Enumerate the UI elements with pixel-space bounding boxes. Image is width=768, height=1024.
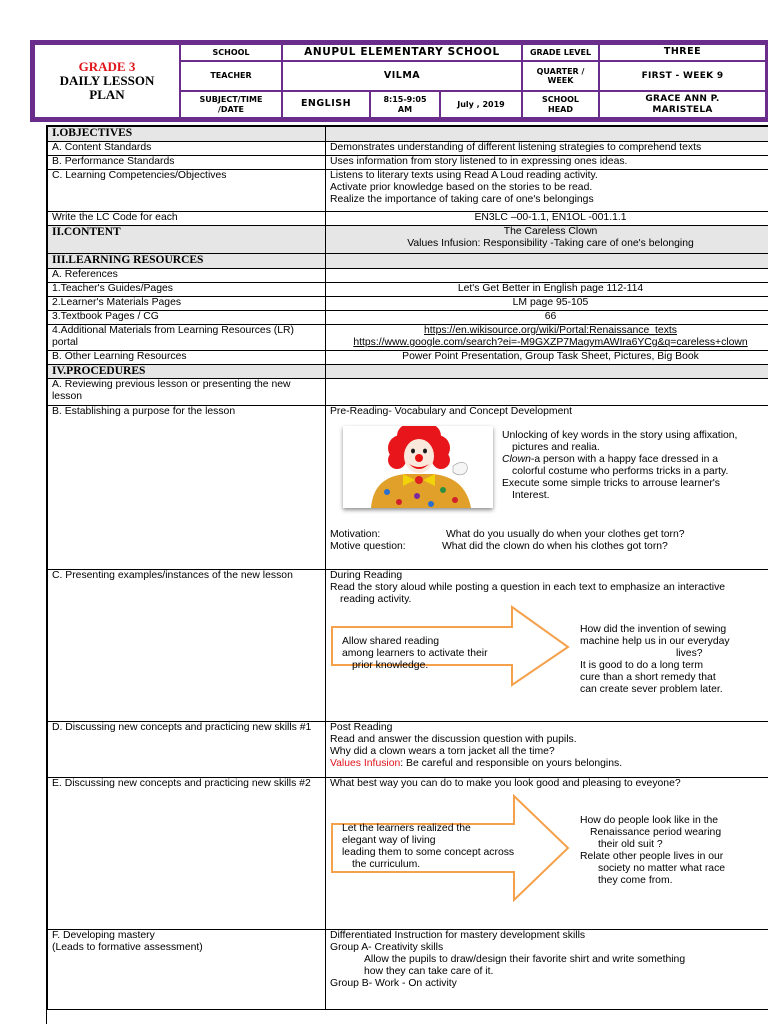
lesson-plan-header	[30, 40, 768, 122]
other-resources-value: Power Point Presentation, Group Task Sheet, Pictures, Big Book	[326, 351, 768, 365]
group-b-label: Group B- Work - On activity	[330, 978, 457, 989]
discussing-1-cell: Post Reading Read and answer the discussion question with pupils. Why did a clown wears a torn jacket all the time? Values Infusion: Be careful and responsible on yours belongins.	[326, 722, 768, 778]
plan-title-cell	[34, 44, 180, 118]
motivation-block	[330, 529, 768, 553]
content-standards-label: A. Content Standards	[48, 142, 326, 156]
motive-question-label: Motive question:	[330, 541, 406, 552]
lr-portal-link-1[interactable]: https://en.wikisource.org/wiki/Portal:Renaissance_texts	[424, 325, 677, 336]
lc-code-label: Write the LC Code for each	[48, 212, 326, 226]
textbook-pages-label: 3.Textbook Pages / CG	[48, 311, 326, 325]
purpose-cell	[326, 406, 768, 570]
discussing-2-cell: What best way you can do to make you look good and pleasing to eveyone? Let the learners realized the elegant way of living leading them to some concept across the curriculum. How do people look like in the Renaissance period wearing their old suit ? Relate other people lives in our society no matter what race they come from.	[326, 778, 768, 930]
values-infusion-label: Values Infusion	[330, 758, 401, 769]
developing-mastery-cell: Differentiated Instruction for mastery development skills Group A- Creativity skills Allow the pupils to draw/design their favorite shirt and write something how they can take care of it. Group B- Work - On activity	[326, 930, 768, 1010]
teacher-label: TEACHER	[180, 61, 282, 91]
subject-label: SUBJECT/TIME /DATE	[180, 91, 282, 118]
motivation-value: What do you usually do when your clothes get torn?	[446, 529, 685, 540]
group-a-label: Group A- Creativity skills	[330, 942, 444, 953]
quarter-label: QUARTER / WEEK	[522, 61, 599, 91]
lr-portal-link-2[interactable]: https://www.google.com/search?ei=-M9GXZP7MagymAWIra6YCg&q=careless+clown	[353, 337, 748, 348]
grade-level-value: THREE	[599, 44, 766, 61]
elegant-living-box: Let the learners realized the elegant way of living leading them to some concept across the curriculum.	[342, 823, 515, 870]
learners-materials-value: LM page 95-105	[326, 297, 768, 311]
learners-materials-label: 2.Learner's Materials Pages	[48, 297, 326, 311]
competencies-label: C. Learning Competencies/Objectives	[48, 170, 326, 212]
shared-reading-box: Allow shared reading among learners to activate their prior knowledge.	[342, 636, 488, 671]
post-reading-title: Post Reading	[330, 722, 393, 733]
discussing-2-label: E. Discussing new concepts and practicing new skills #2	[48, 778, 326, 930]
differentiated-title: Differentiated Instruction for mastery development skills	[330, 930, 586, 941]
textbook-pages-value: 66	[326, 311, 768, 325]
school-value: ANUPUL ELEMENTARY SCHOOL	[282, 44, 522, 61]
during-reading-title: During Reading	[330, 570, 403, 581]
presenting-examples-cell: During Reading Read the story aloud while posting a question in each text to emphasize an interactive reading activity. Allow shared reading among learners to activate their prior knowledge. How did the invention of sewing machine help us in our everyday lives? It is good to do a long term cure than a short remedy that can create sever problem later.	[326, 570, 768, 722]
purpose-label: B. Establishing a purpose for the lesson	[48, 406, 326, 570]
teachers-guide-value: Let's Get Better in English page 112-114	[326, 283, 768, 297]
motivation-label: Motivation:	[330, 529, 381, 540]
subject-value: ENGLISH	[282, 91, 370, 118]
lc-code-value: EN3LC –00-1.1, EN1OL -001.1.1	[326, 212, 768, 226]
procedures-heading: IV.PROCEDURES	[48, 365, 326, 379]
school-label: SCHOOL	[180, 44, 282, 61]
motive-question-value: What did the clown do when his clothes got torn?	[442, 541, 668, 552]
sewing-question-text: How did the invention of sewing machine help us in our everyday lives? It is good to do a long term cure than a short remedy that can create sever problem later.	[580, 624, 730, 695]
content-value: The Careless Clown Values Infusion: Responsibility -Taking care of one's belonging	[326, 226, 768, 254]
date-value: July , 2019	[440, 91, 522, 118]
performance-standards-label: B. Performance Standards	[48, 156, 326, 170]
developing-mastery-label: F. Developing mastery (Leads to formative assessment)	[48, 930, 326, 1010]
school-head-value: GRACE ANN P. MARISTELA	[599, 91, 766, 118]
prereading-title: Pre-Reading- Vocabulary and Concept Development	[330, 406, 573, 417]
clown-picture	[343, 426, 493, 508]
discussing-1-label: D. Discussing new concepts and practicing new skills #1	[48, 722, 326, 778]
references-label: A. References	[48, 269, 326, 283]
objectives-heading: I.OBJECTIVES	[48, 127, 326, 142]
competencies-value: Listens to literary texts using Read A Loud reading activity. Activate prior knowledge based on the stories to be read. Realize the importance of taking care of one's belongings	[326, 170, 768, 212]
grade-title: GRADE 3	[78, 58, 136, 74]
renaissance-question-text: How do people look like in the Renaissance period wearing their old suit ? Relate other people lives in our society no matter what race they come from.	[580, 815, 726, 886]
content-standards-value: Demonstrates understanding of different listening strategies to comprehend texts	[326, 142, 768, 156]
plan-title-line1: DAILY LESSON	[59, 72, 155, 88]
reviewing-label: A. Reviewing previous lesson or presenting the new lesson	[48, 379, 326, 406]
clown-keyword: Clown	[502, 454, 531, 465]
grade-level-label: GRADE LEVEL	[522, 44, 599, 61]
content-heading: II.CONTENT	[48, 226, 326, 254]
lesson-plan-body	[46, 125, 768, 1024]
time-value: 8:15-9:05 AM	[370, 91, 440, 118]
school-head-label: SCHOOL HEAD	[522, 91, 599, 118]
resources-heading: III.LEARNING RESOURCES	[48, 254, 326, 269]
presenting-examples-label: C. Presenting examples/instances of the new lesson	[48, 570, 326, 722]
lr-portal-links	[326, 325, 768, 351]
teacher-value: VILMA	[282, 61, 522, 91]
lr-portal-label: 4.Additional Materials from Learning Resources (LR) portal	[48, 325, 326, 351]
keywords-text: Unlocking of key words in the story using affixation, pictures and realia. Clown-a person with a happy face dressed in a colorful costume who performs tricks in a party. Execute some simple tricks to arrouse learner's Interest.	[502, 430, 738, 501]
other-resources-label: B. Other Learning Resources	[48, 351, 326, 365]
quarter-value: FIRST - WEEK 9	[599, 61, 766, 91]
teachers-guide-label: 1.Teacher's Guides/Pages	[48, 283, 326, 297]
plan-title-line2: PLAN	[89, 87, 125, 103]
performance-standards-value: Uses information from story listened to in expressing ones ideas.	[326, 156, 768, 170]
